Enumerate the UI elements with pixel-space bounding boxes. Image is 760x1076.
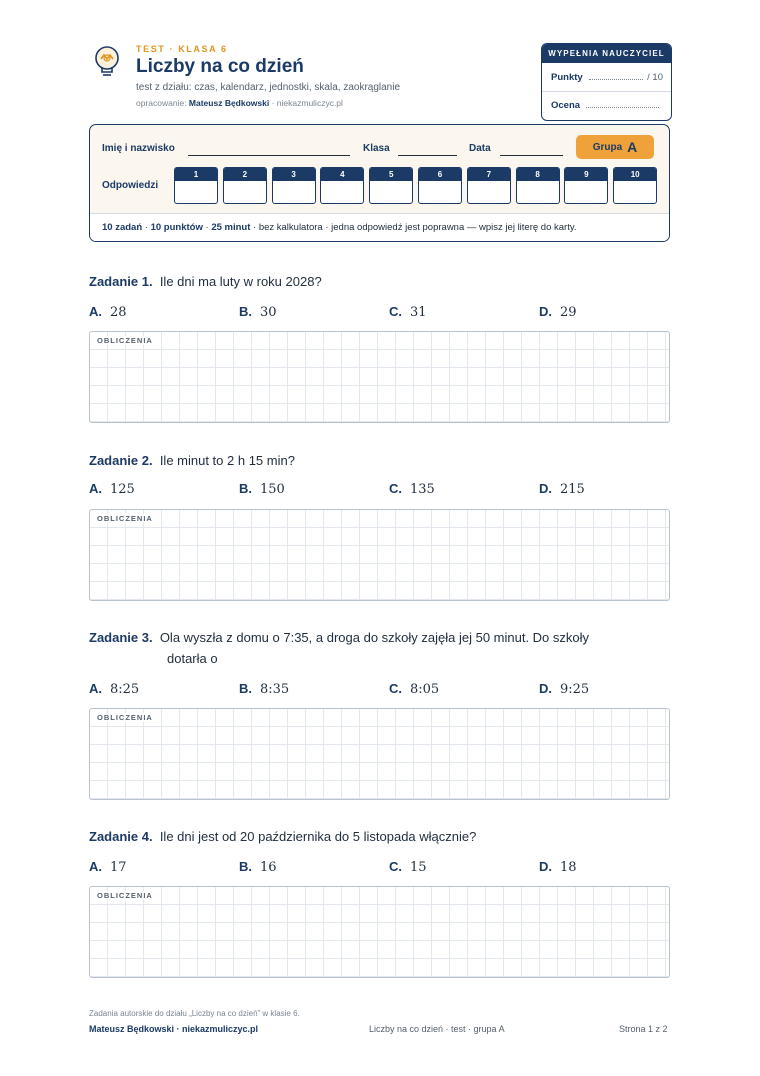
date-label: Data [469,143,491,154]
option-value: 215 [560,482,585,497]
calc-label: OBLICZENIA [97,713,153,722]
option-letter: C. [389,481,402,496]
answer-box-number: 1 [175,168,217,181]
task-3-option-c[interactable] [389,681,439,697]
task-3-text-line1: Ola wyszła z domu o 7:35, a droga do szkoły zajęła jej 50 minut. Do szkoły [159,630,590,645]
answer-box-8[interactable] [516,167,560,204]
option-letter: A. [89,304,102,319]
page-number: Strona 1 z 2 [619,1024,668,1034]
option-value: 18 [560,860,577,875]
option-letter: C. [389,304,402,319]
test-info: 10 zadań · 10 punktów · 25 minut · bez kalkulatora · jedna odpowiedź jest poprawna — wpisz jej literę do karty. [90,213,669,242]
answer-box-number: 9 [565,168,607,181]
grade-field[interactable] [586,106,659,108]
task-3-option-b[interactable] [239,681,289,697]
task-1-option-b[interactable] [239,304,277,320]
answer-box-number: 3 [273,168,315,181]
option-letter: A. [89,859,102,874]
task-3-option-d[interactable] [539,681,589,697]
task-2-title: Zadanie 2. [89,453,153,468]
option-value: 17 [110,860,127,875]
lightbulb-logo-icon [90,44,124,80]
answer-box-3[interactable] [272,167,316,204]
task-4-option-d[interactable] [539,859,577,875]
group-badge [576,135,654,159]
answer-box-number: 5 [370,168,412,181]
task-4 [89,829,476,844]
page-title: Liczby na co dzień [136,56,304,77]
task-2-option-a[interactable] [89,481,135,497]
calc-label: OBLICZENIA [97,514,153,523]
credit-suffix: · niekazmuliczyc.pl [269,98,343,108]
option-letter: D. [539,859,552,874]
points-max: / 10 [647,72,663,83]
answer-box-number: 4 [321,168,363,181]
option-value: 125 [110,482,135,497]
info-rest: · bez kalkulatora · jedna odpowiedź jest poprawna — wpisz jej literę do karty. [250,222,577,233]
answer-box-4[interactable] [320,167,364,204]
option-value: 15 [410,860,427,875]
option-value: 150 [260,482,285,497]
option-letter: B. [239,304,252,319]
points-label: Punkty [551,72,583,83]
task-1-option-d[interactable] [539,304,577,320]
task-1-option-a[interactable] [89,304,127,320]
option-value: 135 [410,482,435,497]
task-3 [89,630,589,645]
test-eyebrow: TEST · KLASA 6 [136,44,228,54]
calc-label: OBLICZENIA [97,336,153,345]
option-letter: D. [539,481,552,496]
credit-line [136,98,343,108]
task-1-title: Zadanie 1. [89,274,153,289]
option-value: 8:05 [410,682,440,697]
grade-label: Ocena [551,100,581,111]
answer-box-10[interactable] [613,167,657,204]
option-letter: B. [239,859,252,874]
task-3-calc-area[interactable] [89,708,670,800]
task-3-title: Zadanie 3. [89,630,153,645]
teacher-points-row [551,72,663,83]
option-letter: D. [539,304,552,319]
class-label: Klasa [363,143,390,154]
option-letter: A. [89,681,102,696]
task-2-text: Ile minut to 2 h 15 min? [159,453,295,468]
answers-label: Odpowiedzi [102,180,159,191]
option-value: 8:35 [260,682,290,697]
task-3-option-a[interactable] [89,681,139,697]
option-letter: D. [539,681,552,696]
info-points: 10 punktów [150,222,203,233]
footer-note: Zadania autorskie do działu „Liczby na co dzień” w klasie 6. [89,1009,300,1018]
task-2 [89,453,295,468]
date-field[interactable] [500,154,563,156]
student-card [89,124,670,242]
task-1 [89,274,322,289]
option-value: 30 [260,305,277,320]
option-value: 8:25 [110,682,140,697]
answer-box-7[interactable] [467,167,511,204]
answer-box-5[interactable] [369,167,413,204]
option-letter: C. [389,859,402,874]
credit-prefix: opracowanie: [136,98,189,108]
task-2-calc-area[interactable] [89,509,670,601]
answer-box-number: 2 [224,168,266,181]
answer-box-6[interactable] [418,167,462,204]
answer-box-1[interactable] [174,167,218,204]
answer-box-number: 10 [614,168,656,181]
task-4-option-a[interactable] [89,859,127,875]
option-letter: B. [239,681,252,696]
option-value: 9:25 [560,682,590,697]
group-label: Grupa [592,141,623,153]
footer-center: Liczby na co dzień · test · grupa A [369,1024,505,1034]
option-value: 31 [410,305,427,320]
task-4-title: Zadanie 4. [89,829,153,844]
task-4-text: Ile dni jest od 20 października do 5 listopada włącznie? [159,829,477,844]
name-field[interactable] [188,154,350,156]
task-2-option-c[interactable] [389,481,435,497]
task-3-text-line2: dotarła o [167,651,218,666]
group-letter: A [627,139,638,155]
option-letter: B. [239,481,252,496]
task-2-option-d[interactable] [539,481,585,497]
option-letter: A. [89,481,102,496]
calc-label: OBLICZENIA [97,891,153,900]
teacher-divider [542,91,671,92]
option-value: 16 [260,860,277,875]
points-field[interactable] [589,78,643,80]
task-4-option-b[interactable] [239,859,277,875]
task-1-text: Ile dni ma luty w roku 2028? [159,274,322,289]
teacher-grade-row [551,100,663,111]
answer-box-9[interactable] [564,167,608,204]
task-4-option-c[interactable] [389,859,427,875]
answer-box-2[interactable] [223,167,267,204]
task-4-calc-area[interactable] [89,886,670,978]
option-value: 29 [560,305,577,320]
answer-box-number: 7 [468,168,510,181]
teacher-box-title: WYPEŁNIA NAUCZYCIEL [542,44,671,63]
task-1-calc-area[interactable] [89,331,670,423]
option-letter: C. [389,681,402,696]
option-value: 28 [110,305,127,320]
class-field[interactable] [398,154,457,156]
page-subtitle: test z działu: czas, kalendarz, jednostki, skala, zaokrąglanie [136,82,401,93]
task-2-option-b[interactable] [239,481,285,497]
info-minutes: 25 minut [211,222,251,233]
credit-author: Mateusz Będkowski [188,98,270,108]
teacher-box [541,43,672,121]
task-1-option-c[interactable] [389,304,427,320]
name-label: Imię i nazwisko [102,143,175,154]
footer-author: Mateusz Będkowski · niekazmuliczyc.pl [89,1024,259,1034]
info-tasks: 10 zadań [102,222,143,233]
answer-box-number: 8 [517,168,559,181]
answer-box-number: 6 [419,168,461,181]
